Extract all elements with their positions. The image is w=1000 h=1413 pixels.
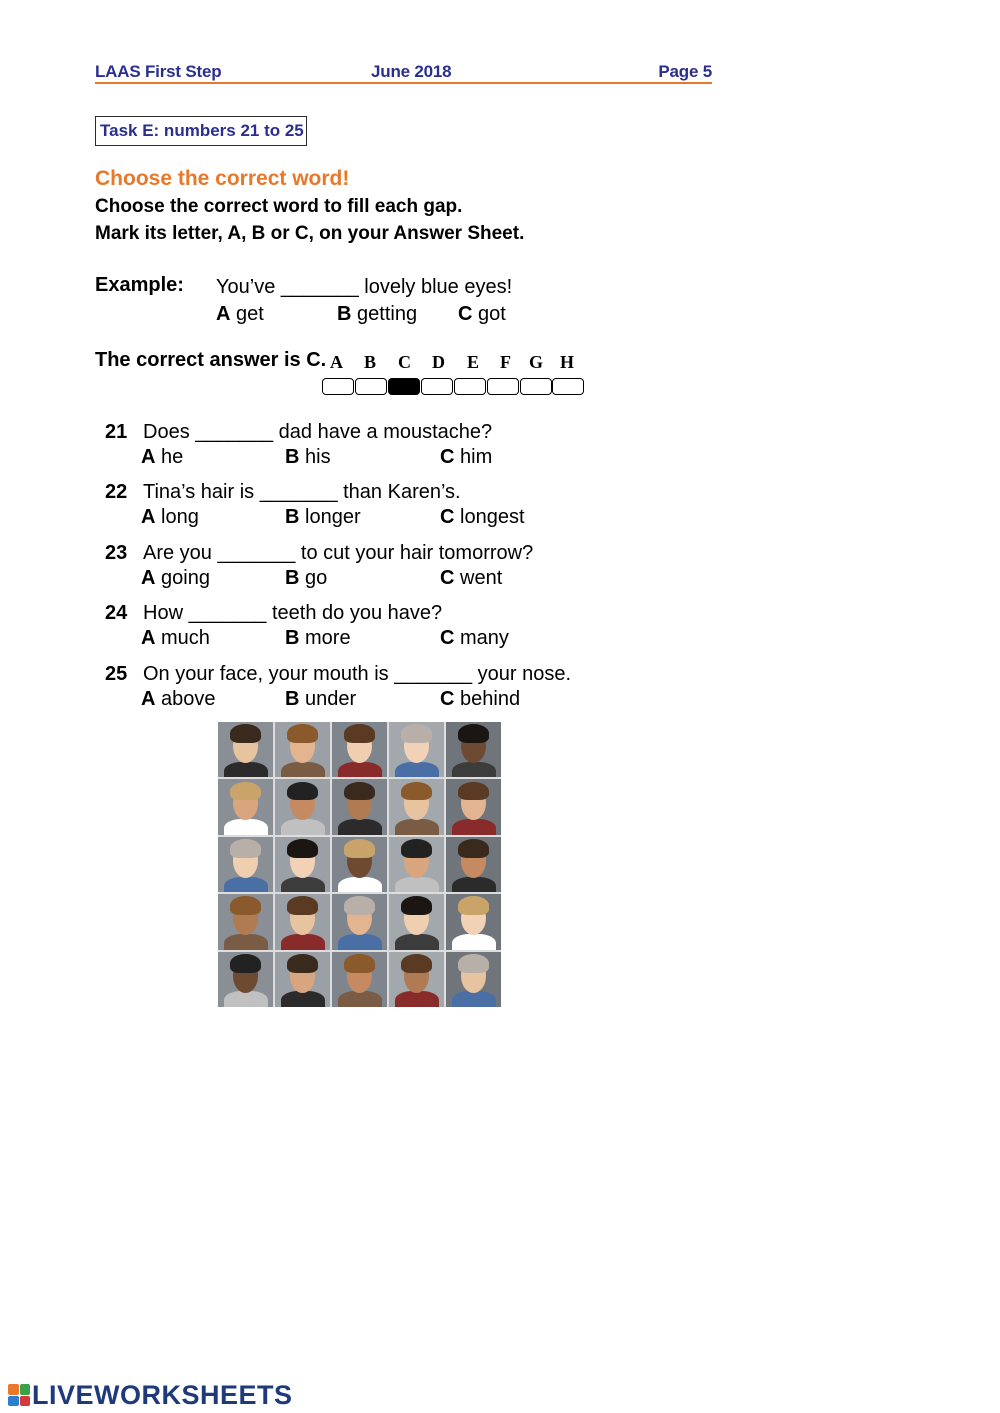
question-number: 24 [105,602,128,624]
answer-bubble-a[interactable] [322,378,354,395]
portrait-photo [218,837,273,892]
logo-text: LIVEWORKSHEETS [32,1380,293,1410]
option-letter: B [285,506,300,528]
option-word: longest [460,506,525,528]
option-letter: B [285,567,300,589]
question-number: 23 [105,542,128,564]
option-letter: A [141,506,156,528]
option-word: behind [460,688,521,710]
answer-option-b[interactable] [285,567,327,590]
task-label-box: Task E: numbers 21 to 25 [95,116,307,146]
option-word: many [460,627,509,649]
option-letter: B [285,627,300,649]
option-letter: A [141,627,156,649]
portrait-photo [446,894,501,949]
answer-option-c[interactable] [440,506,525,529]
answer-bubble-c[interactable] [388,378,420,395]
portrait-photo [332,952,387,1007]
option-letter: A [141,688,156,710]
question-text: Are you _______ to cut your hair tomorrow? [143,542,534,564]
option-letter: C [440,446,455,468]
portrait-photo [332,779,387,834]
instruction-line-1: Choose the correct word to fill each gap. [95,196,463,217]
option-word: he [161,446,184,468]
portrait-photo [332,722,387,777]
option-word: longer [305,506,361,528]
option-word: getting [357,303,418,325]
answer-bubble-d[interactable] [421,378,453,395]
answer-option-c[interactable] [440,688,520,711]
example-sentence: You’ve _______ lovely blue eyes! [216,276,513,298]
question-text: How _______ teeth do you have? [143,602,443,624]
question-text: Does _______ dad have a moustache? [143,421,493,443]
question-number: 25 [105,663,128,685]
instruction-line-2: Mark its letter, A, B or C, on your Answer Sheet. [95,223,525,244]
portrait-photo [218,894,273,949]
portrait-photo [275,837,330,892]
answer-option-a[interactable] [141,506,199,529]
answer-grid-letter: C [398,352,411,372]
option-letter: C [458,303,473,325]
logo-icon [8,1384,30,1406]
portrait-photo [389,894,444,949]
page-header [95,62,712,84]
option-word: above [161,688,216,710]
answer-option-b[interactable] [285,506,361,529]
question-text: Tina’s hair is _______ than Karen’s. [143,481,461,503]
option-letter: C [440,688,455,710]
answer-option-b[interactable] [285,627,351,650]
example-option-c [458,303,506,326]
portrait-photo [332,894,387,949]
option-letter: C [440,506,455,528]
answer-option-a[interactable] [141,627,210,650]
portrait-photo [446,837,501,892]
answer-option-b[interactable] [285,446,331,469]
example-label: Example: [95,274,184,296]
answer-grid-letter: E [467,352,480,372]
option-letter: A [141,567,156,589]
option-word: his [305,446,331,468]
answer-bubble-e[interactable] [454,378,486,395]
section-title: Choose the correct word! [95,167,350,190]
portrait-photo [332,837,387,892]
option-word: long [161,506,199,528]
answer-option-c[interactable] [440,567,502,590]
option-word: going [161,567,210,589]
option-letter: C [440,567,455,589]
header-date: June 2018 [371,62,452,81]
portrait-photo [389,837,444,892]
answer-grid-letter: D [432,352,445,372]
option-letter: B [337,303,352,325]
header-page-number: Page 5 [658,62,712,81]
answer-option-c[interactable] [440,627,509,650]
answer-bubble-h[interactable] [552,378,584,395]
portrait-photo [389,952,444,1007]
portrait-photo [275,894,330,949]
portrait-photo [446,779,501,834]
faces-photo-collage [218,722,501,1007]
example-option-b [337,303,417,326]
portrait-photo [446,952,501,1007]
answer-option-c[interactable] [440,446,492,469]
portrait-photo [446,722,501,777]
option-word: under [305,688,357,710]
answer-option-a[interactable] [141,446,183,469]
example-answer-text: The correct answer is C. [95,349,327,371]
answer-bubble-g[interactable] [520,378,552,395]
header-title: LAAS First Step [95,62,222,81]
option-letter: B [285,688,300,710]
option-word: got [478,303,506,325]
question-number: 21 [105,421,128,443]
answer-grid-letter: G [529,352,544,372]
option-letter: B [285,446,300,468]
answer-bubble-f[interactable] [487,378,519,395]
option-letter: A [141,446,156,468]
portrait-photo [389,779,444,834]
question-number: 22 [105,481,128,503]
answer-option-a[interactable] [141,567,210,590]
portrait-photo [218,779,273,834]
option-word: get [236,303,264,325]
portrait-photo [275,952,330,1007]
question-text: On your face, your mouth is _______ your nose. [143,663,572,685]
portrait-photo [275,779,330,834]
portrait-photo [218,952,273,1007]
option-letter: A [216,303,231,325]
answer-option-a[interactable] [141,688,216,711]
option-word: him [460,446,493,468]
option-word: went [460,567,503,589]
answer-grid-letter: F [500,352,511,372]
answer-grid-letter: H [560,352,575,372]
portrait-photo [275,722,330,777]
portrait-photo [218,722,273,777]
example-option-a [216,303,264,326]
option-word: much [161,627,210,649]
answer-grid-letter: A [330,352,343,372]
answer-grid-letter: B [364,352,377,372]
answer-option-b[interactable] [285,688,356,711]
option-letter: C [440,627,455,649]
answer-bubble-b[interactable] [355,378,387,395]
option-word: go [305,567,328,589]
option-word: more [305,627,351,649]
portrait-photo [389,722,444,777]
